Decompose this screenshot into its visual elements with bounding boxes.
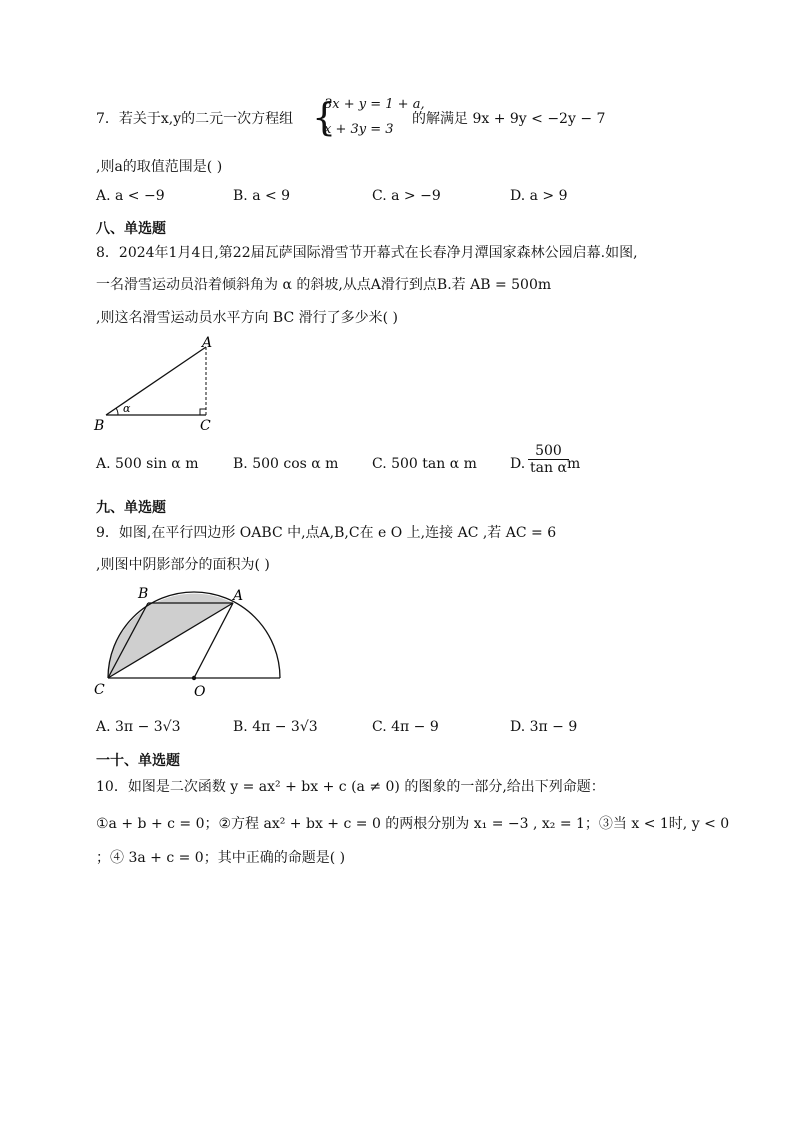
q8-option-a[interactable]: A. 500 sin α m <box>96 456 199 472</box>
q9-line2: ,则图中阴影部分的面积为( ) <box>96 557 270 573</box>
q9-option-d[interactable]: D. 3π − 9 <box>510 719 578 735</box>
system-brace: { <box>312 95 337 139</box>
q8-line2: 一名滑雪运动员沿着倾斜角为 α 的斜坡,从点A滑行到点B.若 AB = 500m <box>96 277 552 293</box>
q10-line3: ；④ 3a + c = 0；其中正确的命题是( ) <box>96 850 346 866</box>
q9-option-a[interactable]: A. 3π − 3√3 <box>96 719 181 735</box>
point-c-label: C <box>200 418 211 434</box>
fraction-denominator: tan α <box>530 460 567 476</box>
q8-option-d-prefix[interactable]: D. <box>510 456 526 472</box>
slope-triangle-figure <box>90 335 220 435</box>
q8-option-d-fraction <box>528 443 569 476</box>
point-b-label: B <box>94 418 105 434</box>
q8-line3: ,则这名滑雪运动员水平方向 BC 滑行了多少米( ) <box>96 310 398 326</box>
q7-option-b[interactable]: B. a < 9 <box>233 188 291 204</box>
angle-alpha-label: α <box>123 402 131 415</box>
q8-option-b[interactable]: B. 500 cos α m <box>233 456 339 472</box>
q9-line1: 9．如图,在平行四边形 OABC 中,点A,B,C在 e O 上,连接 AC ,若 AC = 6 <box>96 525 557 541</box>
point-c-label: C <box>94 682 105 698</box>
q7-equation-1: 3x + y = 1 + a, <box>324 97 425 112</box>
section-heading-8: 八、单选题 <box>96 221 166 237</box>
q10-line1: 10．如图是二次函数 y = ax² + bx + c (a ≠ 0) 的图象的一部分,给出下列命题： <box>96 779 605 795</box>
point-a-label: A <box>202 335 213 351</box>
q8-option-c[interactable]: C. 500 tan α m <box>372 456 477 472</box>
point-a-label: A <box>233 588 244 604</box>
q7-option-c[interactable]: C. a > −9 <box>372 188 441 204</box>
q8-line1: 8．2024年1月4日,第22届瓦萨国际滑雪节开幕式在长春净月潭国家森林公园启幕.如图, <box>96 245 638 261</box>
q7-option-d[interactable]: D. a > 9 <box>510 188 568 204</box>
q7-equation-2: x + 3y = 3 <box>324 122 394 137</box>
q10-line2: ①a + b + c = 0；②方程 ax² + bx + c = 0 的两根分别为 x₁ = −3 , x₂ = 1；③当 x < 1时, y < 0 <box>96 816 730 832</box>
section-heading-10: 一十、单选题 <box>96 753 180 769</box>
section-heading-9: 九、单选题 <box>96 500 166 516</box>
fraction-numerator: 500 <box>528 443 569 460</box>
q8-option-d-unit: m <box>567 456 581 472</box>
q7-line2: ,则a的取值范围是( ) <box>96 159 223 175</box>
q7-option-a[interactable]: A. a < −9 <box>96 188 165 204</box>
q7-prefix: 7．若关于x,y的二元一次方程组 <box>96 111 294 127</box>
q9-option-b[interactable]: B. 4π − 3√3 <box>233 719 318 735</box>
q9-option-c[interactable]: C. 4π − 9 <box>372 719 439 735</box>
point-o-label: O <box>194 684 206 700</box>
semicircle-parallelogram-figure <box>90 582 290 702</box>
q7-suffix: 的解满足 9x + 9y < −2y − 7 <box>412 111 606 127</box>
point-b-label: B <box>138 586 149 602</box>
